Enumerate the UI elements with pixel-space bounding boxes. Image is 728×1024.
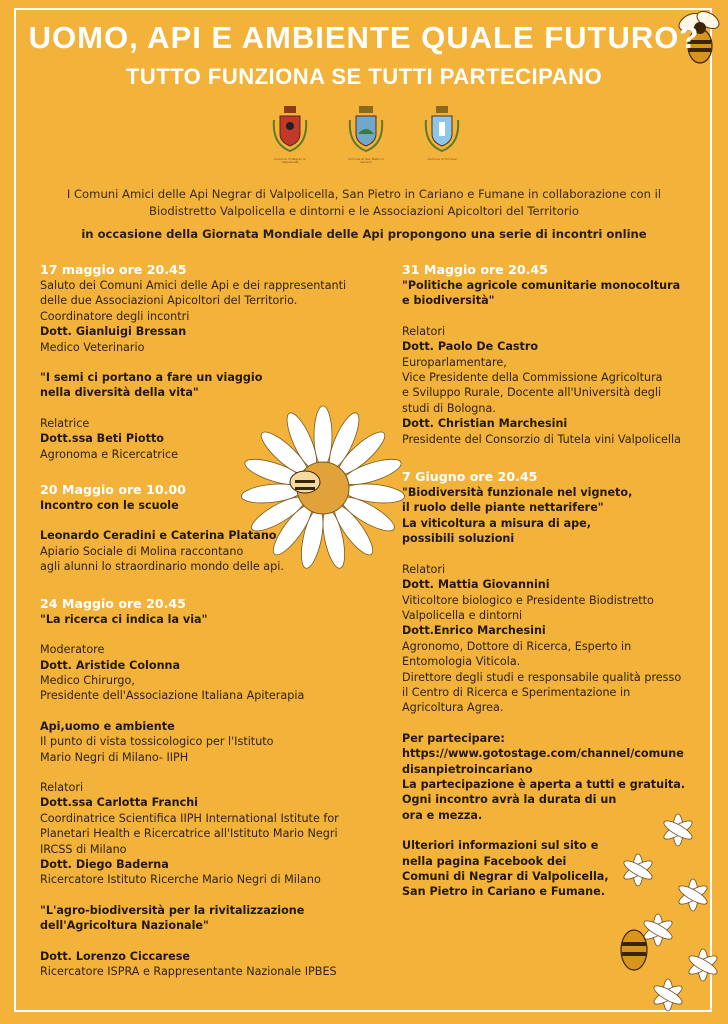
speaker-name: Dott. Christian Marchesini	[402, 417, 568, 431]
talk-title: "Biodiversità funzionale nel vigneto,	[402, 486, 633, 500]
left-column: 17 maggio ore 20.45 Saluto dei Comuni Amici delle Api e dei rappresentanti delle due Associazioni Apicoltori del Territorio. Coordinatore degli incontri Dott. Gianluigi Bressan Medico Veterinario "I semi ci portano a fare un viaggio nella diversità della vita" Relatrice Dott.ssa Beti Piotto Agronoma e Ricercatrice 20 Maggio ore 10.00 Incontro con le scuole Leonardo Ceradini e Caterina Platano Apiario Sociale di Molina raccontano agli alunni lo straordinario mondo delle api. 24 Maggio ore 20.45 "La ricerca ci indica la via" Moderatore Dott. Aristide Colonna Medico Chirurgo, Presidente dell'Associazione Italiana Apiterapia Api,uomo e ambiente Il punto di vista tossicologico per l'Istituto Mario Negri di Milano- IIPH Relatori Dott.ssa Carlotta Franchi Coordinatrice Scientifica IIPH International Istitute for Planetari Health e Ricercatrice all'Istituto Mario Negri IRCSS di Milano Dott. Diego Baderna Ricercatore Istituto Ricerche Mario Negri di Milano "L'agro-biodiversità per la rivitalizzazione dell'Agricoltura Nazionale" Dott. Lorenzo Ciccarese Ricercatore ISPRA e Rappresentante Nazionale IPBES	[40, 262, 370, 979]
speaker-name: Dott. Paolo De Castro	[402, 340, 539, 354]
crest-san-pietro: Comune di San Pietro in Cariano	[344, 104, 388, 164]
speaker-name: Dott. Mattia Giovannini	[402, 578, 550, 592]
stream-link[interactable]: https://www.gotostage.com/channel/comune	[402, 747, 684, 761]
talk-title: "La ricerca ci indica la via"	[40, 612, 208, 626]
talk-title: "Politiche agricole comunitarie monocoltura	[402, 279, 681, 292]
municipality-logos	[0, 104, 728, 164]
more-info: Ulteriori informazioni sul sito e	[402, 839, 599, 853]
page-subtitle: TUTTO FUNZIONA SE TUTTI PARTECIPANO	[125, 64, 603, 89]
event-date: 17 maggio ore 20.45	[40, 262, 187, 277]
coat-of-arms-icon	[420, 104, 464, 154]
speaker-name: Dott. Gianluigi Bressan	[40, 325, 187, 339]
speaker-name: Dott.Enrico Marchesini	[402, 624, 546, 638]
coat-of-arms-icon	[344, 104, 388, 154]
intro-highlight: in occasione della Giornata Mondiale delle Api propongono una serie di incontri online	[81, 227, 647, 241]
event-date: 24 Maggio ore 20.45	[40, 595, 186, 611]
speaker-name: Dott.ssa Beti Piotto	[40, 432, 164, 446]
talk-title: "I semi ci portano a fare un viaggio	[40, 371, 263, 385]
speaker-name: Dott. Lorenzo Ciccarese	[40, 949, 190, 963]
right-column: 31 Maggio ore 20.45 "Politiche agricole comunitarie monocoltura e biodiversità" Relatori Dott. Paolo De Castro Europarlamentare, Vice Presidente della Commissione Agricoltura e Sviluppo Rurale, Docente all'Università degli studi di Bologna. Dott. Christian Marchesini Presidente del Consorzio di Tutela vini Valpolicella 7 Giugno ore 20.45 "Biodiversità funzionale nel vigneto, il ruolo delle piante nettarifere" La viticoltura a misura di ape, possibili soluzioni Relatori Dott. Mattia Giovannini Viticoltore biologico e Presidente Biodistretto Valpolicella e dintorni Dott.Enrico Marchesini Agronomo, Dottore di Ricerca, Esperto in Entomologia Viticola. Direttore degli studi e responsabile qualità presso il Centro di Ricerca e Sperimentazione in Agricoltura Agrea. Per partecipare: https://www.gotostage.com/channel/comune disanpietroincariano La partecipazione è aperta a tutti e gratuita. Ogni incontro avrà la durata di un ora e mezza. Ulteriori informazioni sul sito e nella pagina Facebook dei Comuni di Negrar di Valpolicella, San Pietro in Cariano e Fumane.	[402, 262, 702, 900]
event-date: 31 Maggio ore 20.45	[402, 262, 548, 277]
crest-negrar: Comune di Negrar di Valpolicella	[268, 104, 312, 164]
participation-info: Per partecipare:	[402, 731, 505, 745]
talk-title: "L'agro-biodiversità per la rivitalizzazione	[40, 903, 305, 917]
speaker-name: Dott. Diego Baderna	[40, 857, 169, 871]
speaker-name: Dott.ssa Carlotta Franchi	[40, 796, 199, 810]
intro-text: I Comuni Amici delle Api Negrar di Valpolicella, San Pietro in Cariano e Fumane in collaborazione con il Biodistretto Valpolicella e dintorni e le Associazioni Apicoltori del Territorio	[66, 187, 662, 218]
crest-fumane: Comune di Fumane	[420, 104, 464, 161]
page-title: UOMO, API E AMBIENTE QUALE FUTURO?	[28, 20, 700, 55]
event-date: 7 Giugno ore 20.45	[402, 469, 538, 485]
event-date: 20 Maggio ore 10.00	[40, 482, 186, 498]
coat-of-arms-icon	[268, 104, 312, 154]
speaker-name: Dott. Aristide Colonna	[40, 658, 181, 672]
speaker-name: Leonardo Ceradini e Caterina Platano	[40, 529, 277, 543]
talk-title: Api,uomo e ambiente	[40, 719, 175, 733]
